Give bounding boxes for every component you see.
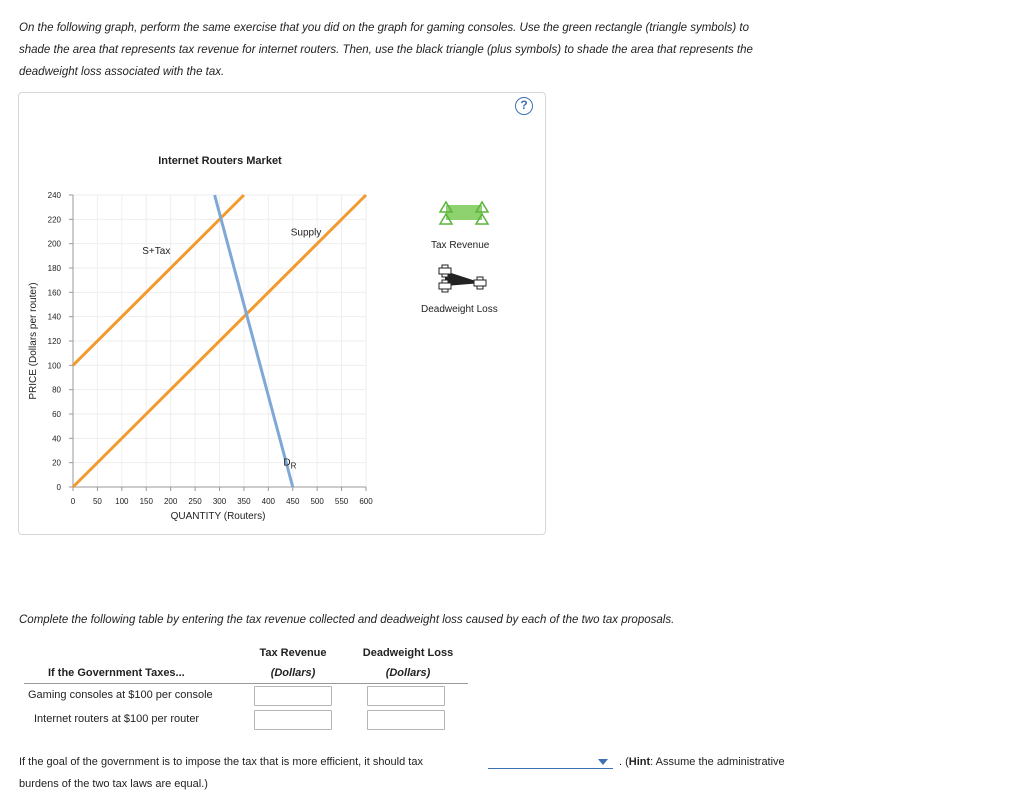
- plus-handle-icon: [474, 277, 486, 289]
- hint-label: Hint: [628, 756, 651, 768]
- demand-label-main: D: [283, 457, 291, 469]
- row-label-gaming-consoles: Gaming consoles at $100 per console: [28, 689, 213, 701]
- x-tick-label: 250: [188, 497, 202, 506]
- instructions-line-1: On the following graph, perform the same exercise that you did on the graph for gaming consoles. Use the green rectangle (triangle symbols) to: [19, 22, 750, 34]
- y-tick-label: 40: [52, 434, 61, 444]
- demand-label-sub: R: [290, 461, 297, 471]
- y-tick-label: 120: [47, 337, 61, 346]
- tax-revenue-tool[interactable]: [440, 202, 488, 224]
- question-line-2: burdens of the two tax laws are equal.): [19, 778, 208, 790]
- y-tick-label: 60: [52, 410, 61, 419]
- tax-revenue-unit: (Dollars): [270, 667, 316, 679]
- supply-curve-label: Supply: [290, 227, 322, 239]
- x-tick-label: 450: [286, 497, 300, 506]
- suffix-pre: . (: [619, 756, 629, 768]
- x-tick-label: 0: [70, 497, 76, 506]
- dropdown-arrow-icon[interactable]: [598, 759, 608, 765]
- row-header: If the Government Taxes...: [48, 667, 185, 679]
- tax-revenue-legend-label: Tax Revenue: [431, 240, 490, 251]
- x-tick-label: 50: [92, 497, 102, 506]
- instructions-line-3: deadweight loss associated with the tax.: [19, 66, 225, 78]
- demand-curve-label: [283, 458, 296, 471]
- deadweight-loss-column-header: Deadweight Loss: [362, 647, 454, 659]
- routers-deadweight-loss-input[interactable]: [367, 710, 445, 730]
- y-tick-label: 0: [56, 483, 61, 492]
- question-suffix: [619, 756, 785, 768]
- y-axis-label: PRICE (Dollars per router): [28, 282, 39, 400]
- x-tick-label: 400: [261, 497, 276, 506]
- suffix-post: : Assume the administrative: [650, 756, 785, 768]
- y-tick-label: 180: [47, 264, 61, 273]
- gaming-tax-revenue-input[interactable]: [254, 686, 332, 706]
- y-tick-label: 160: [47, 288, 61, 298]
- row-label-internet-routers: Internet routers at $100 per router: [34, 713, 200, 725]
- y-tick-label: 220: [47, 215, 61, 225]
- deadweight-loss-unit: (Dollars): [385, 667, 431, 679]
- x-tick-label: 300: [212, 497, 227, 506]
- routers-tax-revenue-input[interactable]: [254, 710, 332, 730]
- y-tick-label: 140: [47, 312, 61, 322]
- table-intro: Complete the following table by entering the tax revenue collected and deadweight loss caused by each of the two tax proposals.: [19, 614, 675, 626]
- x-tick-label: 550: [334, 497, 349, 506]
- chart-title: Internet Routers Market: [158, 155, 282, 167]
- y-tick-label: 100: [47, 361, 61, 371]
- y-tick-label: 200: [47, 239, 61, 249]
- x-tick-label: 150: [139, 497, 153, 506]
- y-tick-label: 80: [52, 385, 61, 395]
- supply-tax-curve: [73, 195, 244, 365]
- tax-revenue-column-header: Tax Revenue: [259, 647, 327, 659]
- y-tick-label: 20: [52, 458, 61, 468]
- x-axis-label: QUANTITY (Routers): [170, 511, 266, 522]
- x-tick-label: 500: [310, 497, 324, 506]
- gaming-deadweight-loss-input[interactable]: [367, 686, 445, 706]
- y-tick-label: 240: [47, 191, 61, 200]
- question-prefix: If the goal of the government is to impose the tax that is more efficient, it should tax: [19, 756, 423, 768]
- supply-tax-curve-label: S+Tax: [142, 245, 171, 257]
- deadweight-loss-legend-label: Deadweight Loss: [421, 304, 498, 315]
- table-header-divider: [24, 683, 468, 684]
- help-icon[interactable]: ?: [515, 97, 533, 115]
- deadweight-loss-tool[interactable]: [439, 265, 486, 292]
- dropdown-underline: [488, 768, 613, 769]
- x-tick-label: 200: [163, 497, 178, 506]
- x-tick-label: 100: [115, 497, 129, 506]
- x-tick-label: 350: [237, 497, 251, 506]
- x-tick-label: 600: [359, 497, 373, 506]
- instructions-line-2: shade the area that represents tax revenue for internet routers. Then, use the black triangle (plus symbols) to shade the area that represents the: [19, 44, 753, 56]
